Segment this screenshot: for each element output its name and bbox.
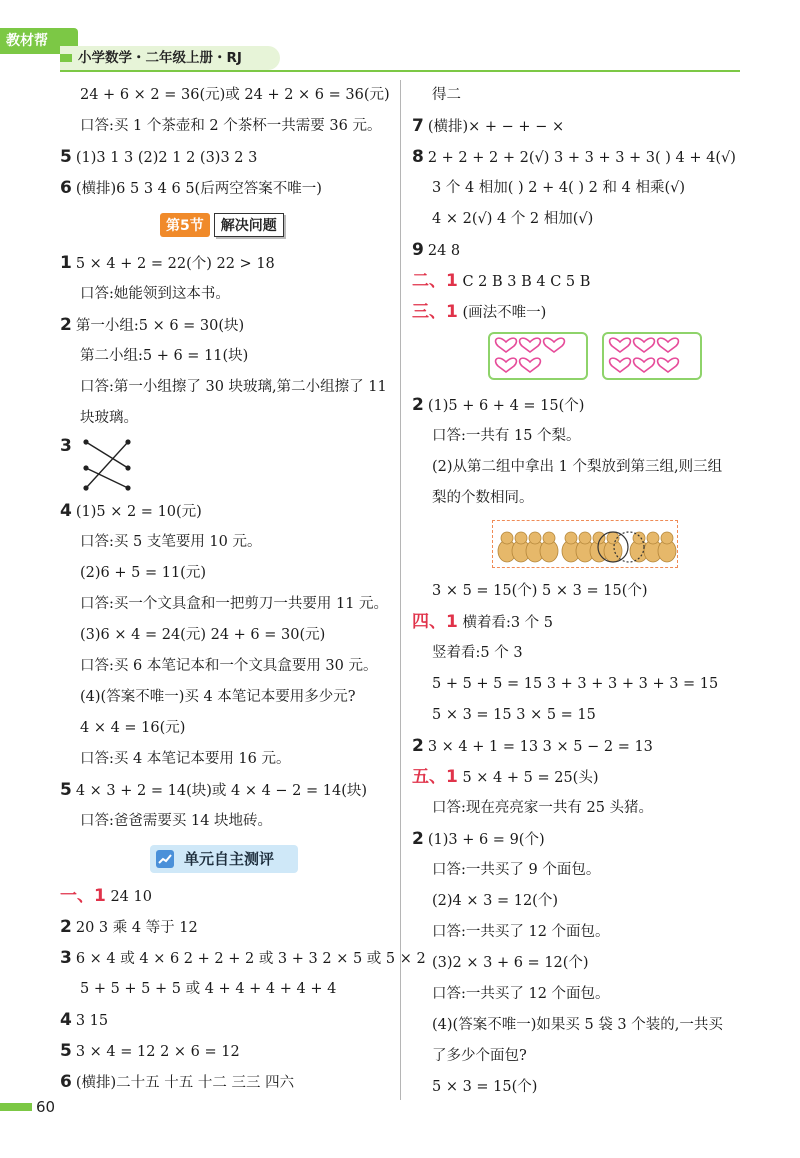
answer-line: 得二 (432, 87, 461, 103)
heart-group (602, 332, 702, 380)
answer-line: 口答:她能领到这本书。 (80, 286, 230, 302)
question-7: 7 (横排)× + − + − × (412, 116, 565, 136)
section-title: 解决问题 (214, 213, 284, 237)
answer-line: 口答:买 4 本笔记本要用 16 元。 (80, 751, 291, 767)
answer-line: (2)4 × 3 = 12(个) (432, 893, 558, 909)
section-3-question-1: 三、1 (画法不唯一) (412, 302, 547, 322)
matching-lines-figure (80, 438, 140, 494)
answer-line: 4 × 2(√) 4 个 2 相加(√) (432, 211, 594, 227)
answer-line: (2)6 + 5 = 11(元) (80, 565, 206, 581)
column-divider (400, 80, 401, 1100)
answer-line: 5 + 5 + 5 + 5 或 4 + 4 + 4 + 4 + 4 (80, 981, 337, 997)
answer-line: 3 × 5 = 15(个) 5 × 3 = 15(个) (432, 583, 648, 599)
test-question-1: 一、1 24 10 (60, 886, 152, 906)
answer-line: 24 + 6 × 2 = 36(元)或 24 + 2 × 6 = 36(元) (80, 87, 390, 103)
answer-line: 5 + 5 + 5 = 15 3 + 3 + 3 + 3 + 3 = 15 (432, 676, 719, 692)
test-question-2: 2 20 3 乘 4 等于 12 (60, 917, 198, 937)
answer-line: 了多少个面包? (432, 1048, 527, 1064)
answer-line: 口答:买一个文具盒和一把剪刀一共要用 11 元。 (80, 596, 389, 612)
answer-line: (4)(答案不唯一)买 4 本笔记本要用多少元? (80, 689, 356, 705)
right-column (412, 80, 752, 1103)
answer-line: 口答:买 5 支笔要用 10 元。 (80, 534, 262, 550)
pears-figure (412, 514, 752, 576)
test-question-3: 3 6 × 4 或 4 × 6 2 + 2 + 2 或 3 + 3 2 × 5 或 5 × 2 (60, 948, 426, 968)
unit-title: 单元自主测评 (184, 850, 275, 868)
answer-line: 口答:一共买了 12 个面包。 (432, 986, 610, 1002)
answer-line: 口答:现在亮亮家一共有 25 头猪。 (432, 800, 654, 816)
answer-line: 第二小组:5 + 6 = 11(块) (80, 348, 249, 364)
answer-line: (3)6 × 4 = 24(元) 24 + 6 = 30(元) (80, 627, 326, 643)
page-number: 60 (0, 1096, 58, 1118)
section-4-question-1: 四、1 横着看:3 个 5 (412, 612, 554, 632)
answer-line: 口答:第一小组擦了 30 块玻璃,第二小组擦了 11 (80, 379, 387, 395)
answer-line: (2)从第二组中拿出 1 个梨放到第三组,则三组 (432, 459, 723, 475)
left-column (60, 80, 426, 1098)
brand-tag: 教材帮 (0, 28, 78, 54)
answer-line: 口答:一共有 15 个梨。 (432, 428, 581, 444)
question-1: 1 5 × 4 + 2 = 22(个) 22 > 18 (60, 253, 275, 273)
answer-line: 5 × 3 = 15(个) (432, 1079, 538, 1095)
answer-line: 3 个 4 相加( ) 2 + 4( ) 2 和 4 相乘(√) (432, 180, 685, 196)
hearts-figure (412, 328, 752, 390)
section-5-question-1: 五、1 5 × 4 + 5 = 25(头) (412, 767, 599, 787)
question-5: 5 4 × 3 + 2 = 14(块)或 4 × 4 − 2 = 14(块) (60, 780, 368, 800)
answer-line: (3)2 × 3 + 6 = 12(个) (432, 955, 589, 971)
test-question-5: 5 3 × 4 = 12 2 × 6 = 12 (60, 1041, 240, 1061)
section-badge: 第5节 (160, 213, 210, 237)
answer-line: 口答:一共买了 12 个面包。 (432, 924, 610, 940)
answer-line: 5 × 3 = 15 3 × 5 = 15 (432, 707, 596, 723)
answer-line: 口答:买 6 本笔记本和一个文具盒要用 30 元。 (80, 658, 378, 674)
answer-line: 口答:买 1 个茶壶和 2 个茶杯一共需要 36 元。 (80, 118, 382, 134)
section-2-answers: 二、1 C 2 B 3 B 4 C 5 B (412, 271, 591, 291)
question-5: 5 (1)3 1 3 (2)2 1 2 (3)3 2 3 (60, 147, 258, 167)
heart-group (488, 332, 588, 380)
question-4: 4 (1)5 × 2 = 10(元) (60, 501, 202, 521)
header-rule (60, 70, 740, 72)
question-2: 2 第一小组:5 × 6 = 30(块) (60, 315, 245, 335)
section-5-heading (60, 204, 390, 248)
answer-line: 竖着看:5 个 3 (432, 645, 523, 661)
unit-test-heading (60, 837, 390, 881)
test-question-4: 4 3 15 (60, 1010, 109, 1030)
answer-line: (4)(答案不唯一)如果买 5 袋 3 个装的,一共买 (432, 1017, 723, 1033)
test-question-6: 6 (横排)二十五 十五 十二 三三 四六 (60, 1072, 295, 1092)
question-6: 6 (横排)6 5 3 4 6 5(后两空答案不唯一) (60, 178, 322, 198)
question-9: 9 24 8 (412, 240, 461, 260)
answer-line: 口答:一共买了 9 个面包。 (432, 862, 601, 878)
section-4-question-2: 2 3 × 4 + 1 = 13 3 × 5 − 2 = 13 (412, 736, 653, 756)
answer-line: 块玻璃。 (80, 410, 138, 426)
answer-line: 梨的个数相同。 (432, 490, 534, 506)
answer-line: 口答:爸爸需要买 14 块地砖。 (80, 813, 273, 829)
question-3: 3 (60, 434, 390, 496)
section-5-question-2: 2 (1)3 + 6 = 9(个) (412, 829, 545, 849)
chart-icon (156, 850, 174, 868)
answer-line: 4 × 4 = 16(元) (80, 720, 186, 736)
question-8: 8 2 + 2 + 2 + 2(√) 3 + 3 + 3 + 3( ) 4 + 4(√) (412, 147, 736, 167)
section-3-question-2: 2 (1)5 + 6 + 4 = 15(个) (412, 395, 585, 415)
book-title: 小学数学・二年级上册・RJ (60, 46, 280, 70)
